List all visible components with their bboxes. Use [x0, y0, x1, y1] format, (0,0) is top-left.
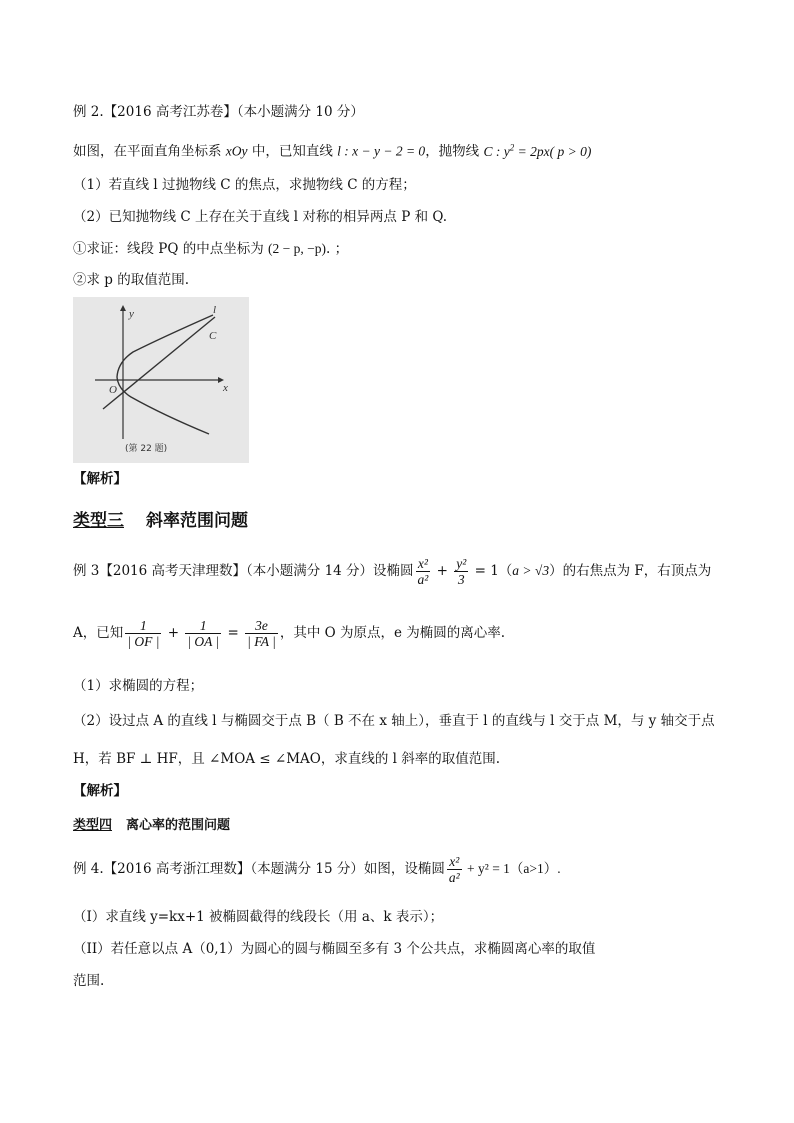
type4-heading [73, 814, 230, 833]
line-l [103, 317, 215, 409]
ex3-frac-y: $\frac{\text{y²}}{3}$ [456, 556, 467, 587]
ex4-question-2-line1: （II）若任意以点 A（0,1）为圆心的圆与椭圆至多有 3 个公共点，求椭圆离心率的取值 [73, 941, 596, 957]
ex2-intro-c: ，抛物线 [425, 143, 484, 160]
ex3-frac-x: $\frac{\text{x²}}{\text{a²}}$ [417, 556, 429, 587]
label-c: C [209, 330, 217, 342]
type4-title: 类型四 [73, 818, 113, 833]
ex2-question-2b: ②求 p 的取值范围. [73, 272, 190, 288]
ex3-condition: a > √3 [512, 563, 550, 578]
ex3-question-2-line2: H，若 BF ⊥ HF，且 ∠MOA ≤ ∠MAO，求直线的 l 斜率的取值范围. [73, 751, 501, 767]
ex2-figure [73, 297, 249, 463]
ex3-title-line: 例 3【2016 高考天津理数】（本小题满分 14 分）设椭圆 $\frac{\text{x²}}{\text{a²}}$ + $\frac{\text{y²}}{3}$ = 1（a > √3）的右焦点为 F，右顶点为 [73, 556, 712, 587]
parabola-line-figure [73, 297, 249, 463]
ex2-intro-b: 中，已知直线 [247, 143, 338, 160]
ex3-frac-oa: $\frac{1}{| OA |}$ [187, 618, 220, 649]
type3-heading [73, 506, 248, 531]
parabola-curve [117, 315, 213, 434]
ex3-frac-of: $\frac{1}{| OF |}$ [127, 618, 160, 649]
ex2-analysis: 【解析】 [73, 471, 127, 487]
label-l: l [213, 304, 217, 316]
ex3-question-1: （1）求椭圆的方程； [73, 678, 204, 694]
ex4-frac-x: $\frac{\text{x²}}{\text{a²}}$ [448, 854, 460, 885]
ex2-question-2: （2）已知抛物线 C 上存在关于直线 l 对称的相异两点 P 和 Q. [73, 209, 448, 225]
ex3-question-2-line1: （2）设过点 A 的直线 l 与椭圆交于点 B（ B 不在 x 轴上），垂直于 l 的直线与 l 交于点 M，与 y 轴交于点 [73, 713, 715, 729]
type3-title: 类型三 [73, 511, 124, 531]
type4-subtitle: 离心率的范围问题 [126, 818, 231, 833]
ex3-frac-fa: $\frac{3e}{| FA |}$ [247, 618, 276, 649]
ex2-question-1: （1）若直线 l 过抛物线 C 的焦点，求抛物线 C 的方程； [73, 177, 416, 193]
ex2-parabola-equation: C : $y^2 = 2px$( p > 0) [483, 142, 592, 159]
ex2-question-2a: ①求证：线段 PQ 的中点坐标为 (2 − p, −p). ； [73, 241, 349, 257]
ex4-question-1: （I）求直线 y=kx+1 被椭圆截得的线段长（用 a、k 表示）； [73, 909, 444, 925]
ex3-analysis: 【解析】 [73, 783, 127, 799]
ex2-intro-a: 如图，在平面直角坐标系 [73, 143, 226, 160]
ex2-line-equation: l : x − y − 2 = 0 [337, 143, 426, 159]
label-y: y [129, 308, 134, 320]
ex2-intro-xoy: xOy [225, 143, 248, 159]
type3-subtitle: 斜率范围问题 [146, 511, 248, 531]
ex4-title-line: 例 4.【2016 高考浙江理数】（本题满分 15 分）如图，设椭圆 $\frac{\text{x²}}{\text{a²}}$ + y² = 1（a>1）. [73, 854, 561, 885]
ex4-question-2-line2: 范围. [73, 973, 105, 989]
figure-caption: (第 22 题) [125, 444, 168, 454]
ex2-midpoint-coord: (2 − p, −p) [268, 241, 326, 256]
ex3-line-2: A，已知 $\frac{1}{| OF |}$ + $\frac{1}{| OA |}$ = $\frac{3e}{| FA |}$ ，其中 O 为原点，e 为椭圆的离心率. [73, 618, 506, 649]
ex2-title: 例 2.【2016 高考江苏卷】（本小题满分 10 分） [73, 104, 364, 120]
ex2-intro [73, 138, 591, 161]
label-x: x [223, 382, 228, 394]
y-axis-arrow [120, 305, 126, 311]
label-origin: O [109, 384, 117, 396]
